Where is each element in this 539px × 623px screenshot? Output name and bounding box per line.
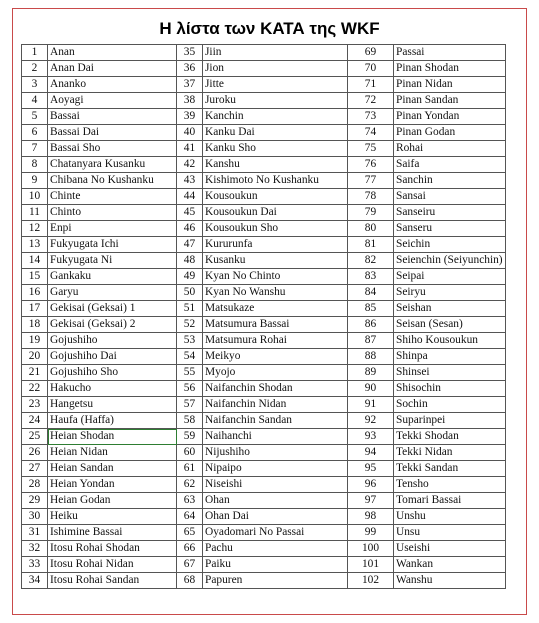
kata-name: Bassai bbox=[48, 109, 177, 125]
kata-name: Jitte bbox=[203, 77, 348, 93]
kata-number: 18 bbox=[22, 317, 48, 333]
kata-number: 13 bbox=[22, 237, 48, 253]
table-row bbox=[22, 349, 506, 365]
kata-name: Seisan (Sesan) bbox=[394, 317, 506, 333]
kata-name: Sansai bbox=[394, 189, 506, 205]
kata-name: Heian Shodan bbox=[48, 429, 177, 445]
kata-number: 92 bbox=[348, 413, 394, 429]
kata-number: 9 bbox=[22, 173, 48, 189]
kata-number: 14 bbox=[22, 253, 48, 269]
table-row bbox=[22, 157, 506, 173]
kata-name: Ohan bbox=[203, 493, 348, 509]
table-row bbox=[22, 173, 506, 189]
table-row bbox=[22, 61, 506, 77]
table-row bbox=[22, 141, 506, 157]
kata-number: 12 bbox=[22, 221, 48, 237]
table-row bbox=[22, 77, 506, 93]
kata-number: 94 bbox=[348, 445, 394, 461]
kata-name: Haufa (Haffa) bbox=[48, 413, 177, 429]
kata-number: 3 bbox=[22, 77, 48, 93]
kata-name: Sochin bbox=[394, 397, 506, 413]
kata-name: Matsumura Rohai bbox=[203, 333, 348, 349]
kata-name: Useishi bbox=[394, 541, 506, 557]
kata-number: 21 bbox=[22, 365, 48, 381]
kata-name: Tekki Sandan bbox=[394, 461, 506, 477]
kata-number: 48 bbox=[177, 253, 203, 269]
table-row bbox=[22, 509, 506, 525]
kata-name: Kanshu bbox=[203, 157, 348, 173]
kata-number: 11 bbox=[22, 205, 48, 221]
kata-name: Kishimoto No Kushanku bbox=[203, 173, 348, 189]
kata-name: Oyadomari No Passai bbox=[203, 525, 348, 541]
table-row bbox=[22, 493, 506, 509]
kata-name: Chinte bbox=[48, 189, 177, 205]
kata-name: Chibana No Kushanku bbox=[48, 173, 177, 189]
kata-number: 69 bbox=[348, 45, 394, 61]
table-row bbox=[22, 269, 506, 285]
kata-name: Chatanyara Kusanku bbox=[48, 157, 177, 173]
kata-number: 62 bbox=[177, 477, 203, 493]
table-row bbox=[22, 477, 506, 493]
kata-name: Enpi bbox=[48, 221, 177, 237]
kata-name: Jiin bbox=[203, 45, 348, 61]
kata-name: Shinpa bbox=[394, 349, 506, 365]
kata-name: Ananko bbox=[48, 77, 177, 93]
kata-name: Ishimine Bassai bbox=[48, 525, 177, 541]
kata-number: 37 bbox=[177, 77, 203, 93]
kata-number: 46 bbox=[177, 221, 203, 237]
kata-number: 102 bbox=[348, 573, 394, 589]
kata-name: Suparinpei bbox=[394, 413, 506, 429]
kata-name: Garyu bbox=[48, 285, 177, 301]
kata-name: Naihanchi bbox=[203, 429, 348, 445]
kata-number: 36 bbox=[177, 61, 203, 77]
kata-number: 31 bbox=[22, 525, 48, 541]
kata-number: 6 bbox=[22, 125, 48, 141]
kata-number: 72 bbox=[348, 93, 394, 109]
kata-name: Itosu Rohai Sandan bbox=[48, 573, 177, 589]
table-row bbox=[22, 285, 506, 301]
kata-number: 27 bbox=[22, 461, 48, 477]
kata-number: 25 bbox=[22, 429, 48, 445]
kata-name: Matsumura Bassai bbox=[203, 317, 348, 333]
kata-name: Kanchin bbox=[203, 109, 348, 125]
kata-number: 4 bbox=[22, 93, 48, 109]
kata-number: 98 bbox=[348, 509, 394, 525]
kata-name: Gojushiho Dai bbox=[48, 349, 177, 365]
kata-name: Gojushiho bbox=[48, 333, 177, 349]
table-row bbox=[22, 109, 506, 125]
kata-number: 8 bbox=[22, 157, 48, 173]
kata-name: Gekisai (Geksai) 1 bbox=[48, 301, 177, 317]
kata-number: 88 bbox=[348, 349, 394, 365]
kata-name: Kousoukun Dai bbox=[203, 205, 348, 221]
kata-number: 75 bbox=[348, 141, 394, 157]
kata-name: Myojo bbox=[203, 365, 348, 381]
table-row bbox=[22, 461, 506, 477]
kata-number: 57 bbox=[177, 397, 203, 413]
kata-name: Saifa bbox=[394, 157, 506, 173]
kata-number: 86 bbox=[348, 317, 394, 333]
kata-name: Kyan No Wanshu bbox=[203, 285, 348, 301]
kata-number: 7 bbox=[22, 141, 48, 157]
kata-number: 74 bbox=[348, 125, 394, 141]
kata-number: 59 bbox=[177, 429, 203, 445]
kata-number: 39 bbox=[177, 109, 203, 125]
kata-name: Kururunfa bbox=[203, 237, 348, 253]
kata-number: 15 bbox=[22, 269, 48, 285]
kata-name: Jion bbox=[203, 61, 348, 77]
kata-number: 34 bbox=[22, 573, 48, 589]
table-row bbox=[22, 189, 506, 205]
kata-name: Seienchin (Seiyunchin) bbox=[394, 253, 506, 269]
table-row bbox=[22, 557, 506, 573]
table-row bbox=[22, 253, 506, 269]
kata-number: 43 bbox=[177, 173, 203, 189]
table-row bbox=[22, 413, 506, 429]
kata-number: 50 bbox=[177, 285, 203, 301]
kata-name: Fukyugata Ni bbox=[48, 253, 177, 269]
kata-name: Seiryu bbox=[394, 285, 506, 301]
kata-name: Kanku Sho bbox=[203, 141, 348, 157]
kata-number: 63 bbox=[177, 493, 203, 509]
table-row bbox=[22, 45, 506, 61]
kata-name: Wanshu bbox=[394, 573, 506, 589]
kata-number: 101 bbox=[348, 557, 394, 573]
kata-name: Gojushiho Sho bbox=[48, 365, 177, 381]
kata-number: 54 bbox=[177, 349, 203, 365]
kata-name: Rohai bbox=[394, 141, 506, 157]
kata-name: Niseishi bbox=[203, 477, 348, 493]
kata-name: Pinan Shodan bbox=[394, 61, 506, 77]
kata-name: Shisochin bbox=[394, 381, 506, 397]
kata-name: Gekisai (Geksai) 2 bbox=[48, 317, 177, 333]
kata-number: 30 bbox=[22, 509, 48, 525]
kata-number: 84 bbox=[348, 285, 394, 301]
kata-name: Matsukaze bbox=[203, 301, 348, 317]
kata-name: Fukyugata Ichi bbox=[48, 237, 177, 253]
kata-number: 100 bbox=[348, 541, 394, 557]
kata-number: 22 bbox=[22, 381, 48, 397]
kata-name: Meikyo bbox=[203, 349, 348, 365]
table-row bbox=[22, 301, 506, 317]
kata-name: Unsu bbox=[394, 525, 506, 541]
kata-name: Kusanku bbox=[203, 253, 348, 269]
kata-number: 10 bbox=[22, 189, 48, 205]
kata-name: Papuren bbox=[203, 573, 348, 589]
kata-number: 93 bbox=[348, 429, 394, 445]
kata-number: 17 bbox=[22, 301, 48, 317]
kata-name: Kyan No Chinto bbox=[203, 269, 348, 285]
table-row bbox=[22, 541, 506, 557]
kata-name: Seishan bbox=[394, 301, 506, 317]
table-row bbox=[22, 317, 506, 333]
kata-name: Sanseiru bbox=[394, 205, 506, 221]
table-row bbox=[22, 525, 506, 541]
kata-number: 55 bbox=[177, 365, 203, 381]
kata-name: Hangetsu bbox=[48, 397, 177, 413]
kata-name: Tekki Shodan bbox=[394, 429, 506, 445]
kata-number: 66 bbox=[177, 541, 203, 557]
kata-name: Passai bbox=[394, 45, 506, 61]
kata-name: Paiku bbox=[203, 557, 348, 573]
kata-name: Tensho bbox=[394, 477, 506, 493]
table-row bbox=[22, 205, 506, 221]
kata-number: 82 bbox=[348, 253, 394, 269]
kata-number: 61 bbox=[177, 461, 203, 477]
kata-number: 71 bbox=[348, 77, 394, 93]
kata-number: 1 bbox=[22, 45, 48, 61]
kata-name: Nipaipo bbox=[203, 461, 348, 477]
table-row bbox=[22, 125, 506, 141]
kata-number: 51 bbox=[177, 301, 203, 317]
kata-number: 78 bbox=[348, 189, 394, 205]
kata-name: Aoyagi bbox=[48, 93, 177, 109]
kata-number: 24 bbox=[22, 413, 48, 429]
kata-name: Itosu Rohai Shodan bbox=[48, 541, 177, 557]
kata-number: 81 bbox=[348, 237, 394, 253]
kata-number: 73 bbox=[348, 109, 394, 125]
kata-number: 79 bbox=[348, 205, 394, 221]
page-title: Η λίστα των ΚΑΤΑ της WKF bbox=[159, 19, 380, 38]
kata-number: 67 bbox=[177, 557, 203, 573]
kata-number: 90 bbox=[348, 381, 394, 397]
kata-number: 68 bbox=[177, 573, 203, 589]
table-row bbox=[22, 221, 506, 237]
kata-number: 26 bbox=[22, 445, 48, 461]
kata-number: 16 bbox=[22, 285, 48, 301]
kata-number: 64 bbox=[177, 509, 203, 525]
kata-name: Anan Dai bbox=[48, 61, 177, 77]
kata-name: Pinan Nidan bbox=[394, 77, 506, 93]
kata-number: 35 bbox=[177, 45, 203, 61]
kata-name: Ohan Dai bbox=[203, 509, 348, 525]
kata-number: 87 bbox=[348, 333, 394, 349]
kata-name: Wankan bbox=[394, 557, 506, 573]
kata-name: Unshu bbox=[394, 509, 506, 525]
kata-name: Juroku bbox=[203, 93, 348, 109]
kata-table bbox=[21, 44, 506, 589]
kata-name: Naifanchin Shodan bbox=[203, 381, 348, 397]
kata-number: 20 bbox=[22, 349, 48, 365]
kata-name: Pinan Godan bbox=[394, 125, 506, 141]
table-row bbox=[22, 333, 506, 349]
table-row bbox=[22, 573, 506, 589]
kata-number: 38 bbox=[177, 93, 203, 109]
kata-name: Kousoukun Sho bbox=[203, 221, 348, 237]
kata-name: Heian Godan bbox=[48, 493, 177, 509]
table-row bbox=[22, 237, 506, 253]
kata-number: 45 bbox=[177, 205, 203, 221]
kata-number: 83 bbox=[348, 269, 394, 285]
kata-name: Hakucho bbox=[48, 381, 177, 397]
kata-number: 80 bbox=[348, 221, 394, 237]
kata-name: Sanchin bbox=[394, 173, 506, 189]
kata-name: Seipai bbox=[394, 269, 506, 285]
kata-name: Naifanchin Nidan bbox=[203, 397, 348, 413]
kata-name: Naifanchin Sandan bbox=[203, 413, 348, 429]
kata-number: 65 bbox=[177, 525, 203, 541]
kata-number: 44 bbox=[177, 189, 203, 205]
kata-name: Tekki Nidan bbox=[394, 445, 506, 461]
kata-number: 53 bbox=[177, 333, 203, 349]
kata-name: Chinto bbox=[48, 205, 177, 221]
kata-name: Heian Yondan bbox=[48, 477, 177, 493]
kata-name: Nijushiho bbox=[203, 445, 348, 461]
kata-name: Pinan Sandan bbox=[394, 93, 506, 109]
kata-name: Kanku Dai bbox=[203, 125, 348, 141]
kata-number: 96 bbox=[348, 477, 394, 493]
kata-name: Gankaku bbox=[48, 269, 177, 285]
kata-number: 89 bbox=[348, 365, 394, 381]
kata-name: Seichin bbox=[394, 237, 506, 253]
kata-number: 76 bbox=[348, 157, 394, 173]
table-row bbox=[22, 429, 506, 445]
kata-name: Heiku bbox=[48, 509, 177, 525]
kata-name: Heian Nidan bbox=[48, 445, 177, 461]
table-row bbox=[22, 445, 506, 461]
kata-number: 97 bbox=[348, 493, 394, 509]
table-row bbox=[22, 397, 506, 413]
kata-number: 47 bbox=[177, 237, 203, 253]
kata-name: Bassai Sho bbox=[48, 141, 177, 157]
kata-name: Shiho Kousoukun bbox=[394, 333, 506, 349]
kata-number: 19 bbox=[22, 333, 48, 349]
kata-number: 77 bbox=[348, 173, 394, 189]
table-row bbox=[22, 365, 506, 381]
kata-name: Pachu bbox=[203, 541, 348, 557]
kata-number: 91 bbox=[348, 397, 394, 413]
kata-number: 40 bbox=[177, 125, 203, 141]
kata-number: 29 bbox=[22, 493, 48, 509]
table-row bbox=[22, 93, 506, 109]
kata-name: Pinan Yondan bbox=[394, 109, 506, 125]
kata-name: Anan bbox=[48, 45, 177, 61]
kata-number: 33 bbox=[22, 557, 48, 573]
kata-number: 23 bbox=[22, 397, 48, 413]
kata-number: 42 bbox=[177, 157, 203, 173]
kata-number: 85 bbox=[348, 301, 394, 317]
kata-number: 70 bbox=[348, 61, 394, 77]
kata-number: 41 bbox=[177, 141, 203, 157]
kata-number: 52 bbox=[177, 317, 203, 333]
kata-number: 99 bbox=[348, 525, 394, 541]
kata-name: Shinsei bbox=[394, 365, 506, 381]
kata-number: 58 bbox=[177, 413, 203, 429]
kata-number: 56 bbox=[177, 381, 203, 397]
kata-name: Bassai Dai bbox=[48, 125, 177, 141]
kata-name: Heian Sandan bbox=[48, 461, 177, 477]
kata-number: 95 bbox=[348, 461, 394, 477]
kata-number: 2 bbox=[22, 61, 48, 77]
kata-number: 32 bbox=[22, 541, 48, 557]
kata-number: 28 bbox=[22, 477, 48, 493]
kata-name: Tomari Bassai bbox=[394, 493, 506, 509]
kata-number: 5 bbox=[22, 109, 48, 125]
table-row bbox=[22, 381, 506, 397]
kata-number: 60 bbox=[177, 445, 203, 461]
kata-name: Kousoukun bbox=[203, 189, 348, 205]
kata-name: Itosu Rohai Nidan bbox=[48, 557, 177, 573]
kata-name: Sanseru bbox=[394, 221, 506, 237]
kata-number: 49 bbox=[177, 269, 203, 285]
